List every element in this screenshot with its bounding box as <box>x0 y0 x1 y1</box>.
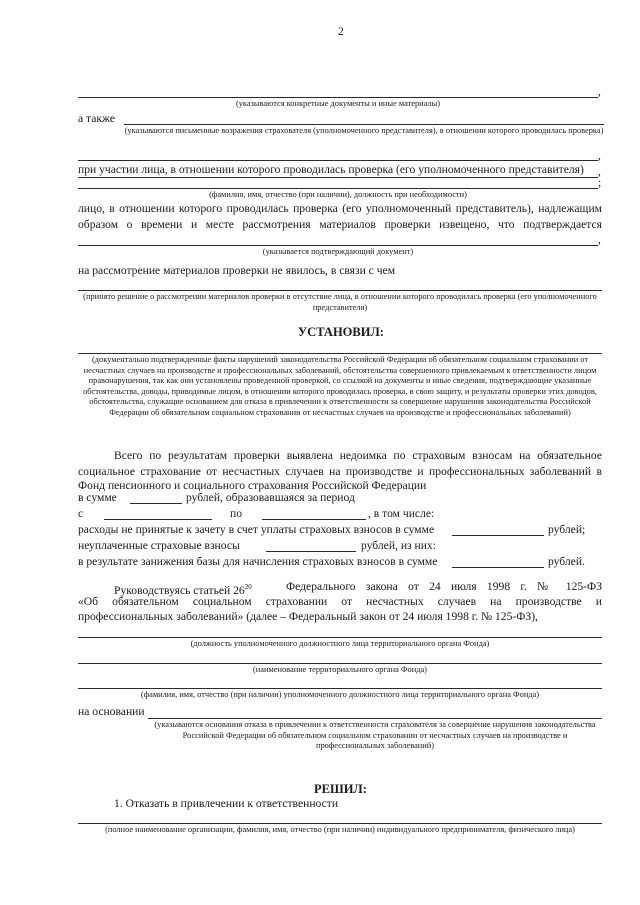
text-guided-3: профессиональных заболеваний» (далее – Федеральный закон от 24 июля 1998 г. № 125-ФЗ), <box>78 610 538 623</box>
label-na-osnovanii: на основании <box>78 705 145 718</box>
heading-ustanovil: УСТАНОВИЛ: <box>298 325 384 339</box>
underline <box>78 637 602 638</box>
date-from-field[interactable] <box>104 519 212 520</box>
text-notified-2: образом о времени и месте рассмотрения материалов проверки извещено, что подтверждается <box>78 218 602 231</box>
underline <box>78 290 602 291</box>
heading-reshil: РЕШИЛ: <box>314 782 367 796</box>
caption-fio-position: (фамилия, имя, отчество (при наличии), должность при необходимости) <box>209 190 467 199</box>
text-in-total: , в том числе: <box>368 507 435 520</box>
text-decision-item-1: 1. Отказать в привлечении к ответственности <box>114 797 339 810</box>
text-guided-1b: Федерального закона от 24 июля 1998 г. № 125-ФЗ <box>286 580 602 593</box>
text-period: рублей, образовавшаяся за период <box>186 491 355 504</box>
caption-fund-body: (наименование территориального органа Фонда) <box>253 665 427 674</box>
line-comma: , <box>598 165 601 178</box>
label-po: по <box>230 507 243 520</box>
amount-field[interactable] <box>452 567 544 568</box>
date-to-field[interactable] <box>262 519 366 520</box>
caption-official-position: (должность уполномоченного должностного лица территориального органа Фонда) <box>190 639 490 648</box>
text-guided-1a: Руководствуясь статьей $26^{20}$ <box>114 583 252 597</box>
caption-decision-absence: (принято решение о рассмотрении материалов проверки в отсутствие лица, в отношении которого проводилась проверка (его уполномоченного представителя) <box>83 292 597 312</box>
caption-official-fio: (фамилия, имя, отчество (при наличии) уполномоченного должностного лица территориального органа Фонда) <box>140 690 540 699</box>
caption-grounds: (указываются основания отказа в привлечении к ответственности страхователя за совершение нарушения законодательства Российской Федерации об обязательном социальном страховании от несчастных случаев на производстве и профессиональных заболеваний) <box>154 720 596 751</box>
row-base-unit: рублей. <box>548 555 585 568</box>
amount-field[interactable] <box>452 535 544 536</box>
underline <box>124 124 604 125</box>
text-did-not-appear: на рассмотрение материалов проверки не явилось, в связи с чем <box>78 264 396 277</box>
underline <box>78 353 602 354</box>
underline <box>78 177 598 178</box>
underline <box>78 688 602 689</box>
underline <box>78 97 598 98</box>
underline <box>78 663 602 664</box>
caption-confirming-doc: (указывается подтверждающий документ) <box>262 247 414 256</box>
caption-documents: (указываются конкретные документы и иные материалы) <box>235 99 441 108</box>
label-a-takzhe: а также <box>78 112 116 125</box>
text-arrears-2: социальное страхование от несчастных случаев на производстве и профессиональных заболеваний в <box>78 465 602 478</box>
line-comma: , <box>598 149 601 162</box>
label-v-summe: в сумме <box>78 491 117 504</box>
row-expenses-label: расходы не принятые к зачету в счет уплаты страховых взносов в сумме <box>78 523 435 536</box>
line-comma: , <box>598 85 601 98</box>
underline <box>148 718 602 719</box>
text-guided-2: «Об обязательном социальном страховании от несчастных случаев на производстве и <box>78 595 602 608</box>
text-participation: при участии лица, в отношении которого проводилась проверка (его уполномоченного представителя) <box>78 163 584 176</box>
amount-field[interactable] <box>266 551 356 552</box>
text-arrears-1: Всего по результатам проверки выявлена недоимка по страховым взносам на обязательное <box>114 449 602 462</box>
text-arrears-3: Фонд пенсионного и социального страхования Российской Федерации <box>78 479 427 492</box>
caption-org-name: (полное наименование организации, фамилия, имя, отчество (при наличии) индивидуального предпринимателя, физического лица) <box>105 825 575 834</box>
row-unpaid-label: неуплаченные страховые взносы <box>78 539 240 552</box>
article-superscript: 20 <box>244 583 252 591</box>
underline <box>78 245 598 246</box>
page-number: 2 <box>338 25 344 38</box>
row-unpaid-unit: рублей, из них: <box>361 539 436 552</box>
amount-field[interactable] <box>130 503 182 504</box>
row-expenses-unit: рублей; <box>548 523 586 536</box>
line-comma: , <box>598 233 601 246</box>
caption-objections: (указываются письменные возражения страхователя (уполномоченного представителя), в отношении которого проводилась проверка) <box>124 126 604 135</box>
row-base-label: в результате занижения базы для начисления страховых взносов в сумме <box>78 555 438 568</box>
underline <box>78 823 602 824</box>
underline <box>78 188 598 189</box>
text-notified-1: лицо, в отношении которого проводилась проверка (его уполномоченный представитель), надлежащим <box>78 202 602 215</box>
label-s: с <box>78 507 84 520</box>
caption-established-facts: (документально подтвержденные факты нарушений законодательства Российской Федерации об обязательном социальном страховании от несчастных случаев на производстве и профессиональных заболеваний, обстоятельства совершенного привлекаемым к ответственности лицом правонарушения, так как они установлены проведенной проверкой, со ссылкой на документы и иные сведения, подтверждающие указанные обстоятельства, доводы, приводимые лицом, в отношении которого проводилась проверка, в свою защиту, и результаты проверки этих доводов, обстоятельства, служащие основанием для отказа в привлечении к ответственности за совершение нарушения законодательства Российской Федерации об обязательном социальном страховании от несчастных случаев на производстве и профессиональных заболеваний) <box>83 355 597 417</box>
underline <box>78 160 598 161</box>
line-semicolon: ; <box>598 176 602 189</box>
